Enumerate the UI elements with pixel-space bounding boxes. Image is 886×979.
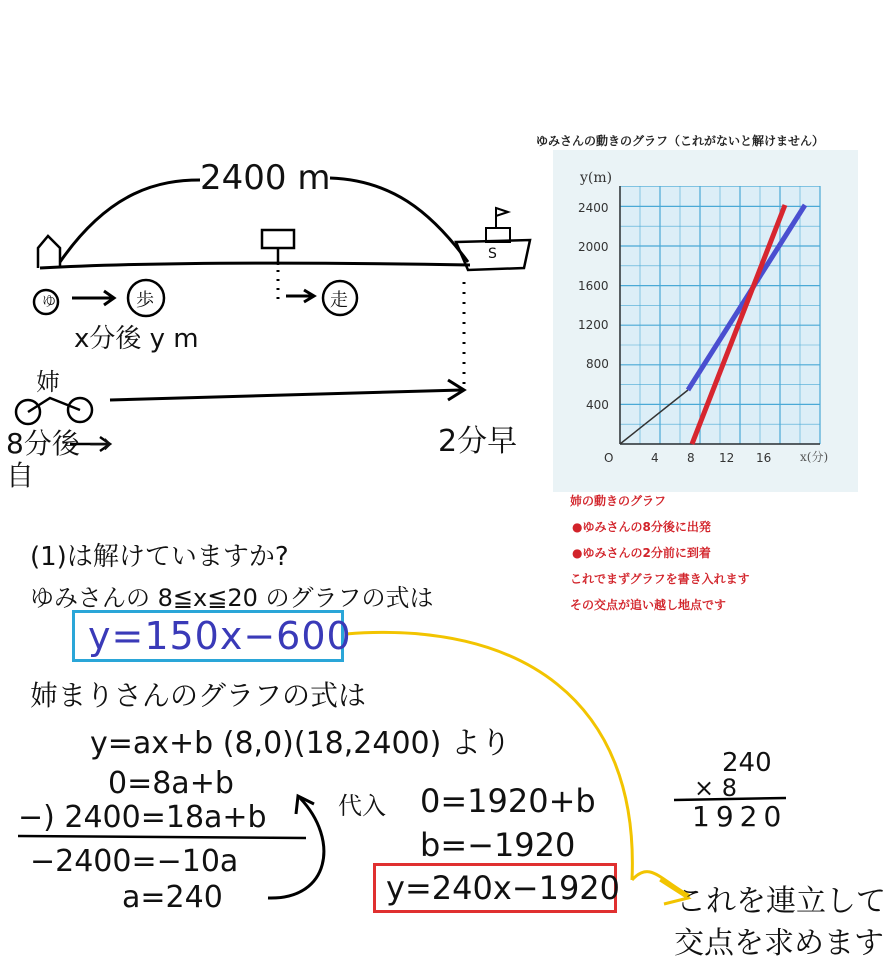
yumi-equation: y=150x−600 [88, 614, 352, 658]
y-tick-1200: 1200 [578, 318, 609, 332]
sister-label: 姉 [36, 368, 60, 396]
sister-intro-text: 姉まりさんのグラフの式は [30, 679, 367, 712]
q1-text: (1)は解けていますか? [30, 542, 289, 572]
run-label: 走 [330, 290, 348, 311]
red-note-2: ●ゆみさんの8分後に出発 [572, 520, 711, 534]
goal-label: S [488, 246, 497, 262]
final-note-2: 交点を求めます [674, 926, 884, 961]
sister-arrive-label: 2分早 [438, 424, 518, 459]
calc-top: 240 [722, 748, 772, 778]
x-tick-16: 16 [756, 451, 772, 465]
calc-result: 1920 [692, 800, 788, 833]
calc-multiplier: × 8 [694, 774, 738, 802]
system-eq-1: 0=8a+b [108, 766, 234, 801]
y-tick-400: 400 [586, 398, 609, 412]
red-note-3: ●ゆみさんの2分前に到着 [572, 546, 711, 560]
yumi-after-label: x分後 y m [74, 324, 199, 354]
walk-label: 歩 [136, 290, 154, 311]
system-eq-2: −) 2400=18a+b [18, 800, 267, 835]
x-tick-12: 12 [719, 451, 735, 465]
substitute-label: 代入 [338, 792, 386, 820]
y-tick-800: 800 [586, 357, 609, 371]
origin-label: O [604, 451, 614, 465]
x-tick-8: 8 [687, 451, 695, 465]
x-axis-label: x(分) [800, 450, 829, 464]
y-axis-label: y(m) [580, 170, 613, 186]
system-eq-3: −2400=−10a [30, 844, 239, 879]
red-notes [570, 488, 750, 618]
sister-equation: y=240x−1920 [386, 869, 621, 907]
y-tick-1600: 1600 [578, 279, 609, 293]
distance-label: 2400 m [200, 158, 331, 198]
b-value: b=−1920 [420, 826, 576, 864]
sister-general-text: y=ax+b (8,0)(18,2400) より [90, 726, 511, 761]
y-tick-2400: 2400 [578, 201, 609, 215]
a-value: a=240 [122, 880, 223, 915]
y-tick-2000: 2000 [578, 240, 609, 254]
yumi-range-text: ゆみさんの 8≦x≦20 のグラフの式は [30, 584, 434, 612]
graph-title: ゆみさんの動きのグラフ（これがないと解けません） [536, 134, 825, 148]
red-note-4: これでまずグラフを書き入れます [570, 572, 750, 586]
home-yumi-label: ゆ [42, 294, 56, 310]
red-note-5: その交点が追い越し地点です [570, 598, 727, 612]
substitute-eq-1: 0=1920+b [420, 782, 596, 820]
sister-after-label: 8分後 → 自 [6, 427, 113, 492]
x-tick-4: 4 [651, 451, 659, 465]
final-note-1: これを連立して [676, 884, 886, 919]
red-note-1: 姉の動きのグラフ [570, 494, 667, 508]
